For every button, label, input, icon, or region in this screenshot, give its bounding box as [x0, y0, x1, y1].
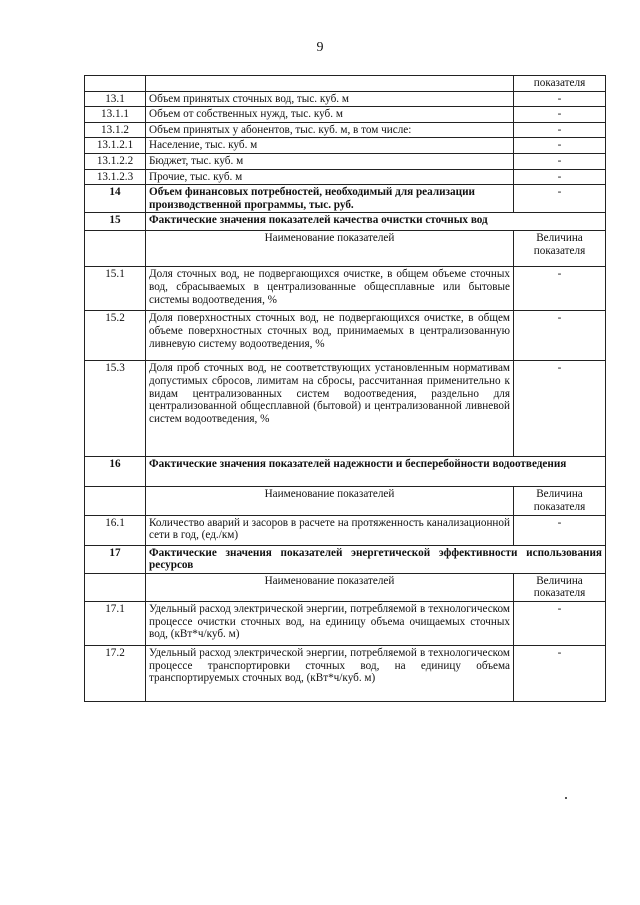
section-title: Фактические значения показателей надежности и бесперебойности водоотведения	[146, 457, 606, 487]
section-number: 15	[85, 213, 146, 231]
table-row	[85, 91, 606, 107]
column-header-row	[85, 573, 606, 601]
section-title: Фактические значения показателей качества очистки сточных вод	[146, 213, 606, 231]
table-row	[85, 311, 606, 361]
header-number-cell	[85, 231, 146, 267]
row-name	[146, 76, 514, 92]
row-name: Доля проб сточных вод, не соответствующих установленным нормативам допустимых сбросов, лимитам на сбросы, рассчитанная применительно к видам централизованных систем водоотведения, раздельно для централизованной общесплавной (бытовой) и централизованной ливневой систем водоотведения, %	[146, 361, 514, 457]
row-name: Объем принятых у абонентов, тыс. куб. м, в том числе:	[146, 122, 514, 138]
section-row	[85, 545, 606, 573]
section-row	[85, 213, 606, 231]
row-value: -	[514, 267, 606, 311]
row-number: 14	[85, 185, 146, 213]
table-row	[85, 361, 606, 457]
scan-speck	[565, 797, 567, 799]
row-number: 13.1.1	[85, 107, 146, 123]
header-value-cell: Величина показателя	[514, 487, 606, 515]
row-number: 13.1	[85, 91, 146, 107]
row-name: Количество аварий и засоров в расчете на протяженность канализационной сети в год, (ед./км)	[146, 515, 514, 545]
table-row	[85, 645, 606, 701]
table-row	[85, 601, 606, 645]
row-value: -	[514, 645, 606, 701]
section-title: Фактические значения показателей энергетической эффективности использования ресурсов	[146, 545, 606, 573]
row-name: Доля сточных вод, не подвергающихся очистке, в общем объеме сточных вод, сбрасываемых в централизованные общесплавные или бытовые системы водоотведения, %	[146, 267, 514, 311]
header-name-cell: Наименование показателей	[146, 487, 514, 515]
table-row	[85, 185, 606, 213]
header-number-cell	[85, 487, 146, 515]
column-header-row	[85, 231, 606, 267]
table-row	[85, 267, 606, 311]
header-number-cell	[85, 573, 146, 601]
row-value: показателя	[514, 76, 606, 92]
page-number: 9	[316, 40, 324, 55]
row-name: Удельный расход электрической энергии, потребляемой в технологическом процессе транспортировки сточных вод, на единицу объема транспортируемых сточных вод, (кВт*ч/куб. м)	[146, 645, 514, 701]
section-number: 17	[85, 545, 146, 573]
section-number: 16	[85, 457, 146, 487]
row-number	[85, 76, 146, 92]
table-row	[85, 153, 606, 169]
row-name: Население, тыс. куб. м	[146, 138, 514, 154]
row-number: 15.2	[85, 311, 146, 361]
row-value: -	[514, 361, 606, 457]
row-name: Объем финансовых потребностей, необходимый для реализации производственной программы, тыс. руб.	[146, 185, 514, 213]
header-value-cell: Величина показателя	[514, 573, 606, 601]
row-value: -	[514, 91, 606, 107]
row-name: Бюджет, тыс. куб. м	[146, 153, 514, 169]
header-name-cell: Наименование показателей	[146, 231, 514, 267]
row-name: Объем принятых сточных вод, тыс. куб. м	[146, 91, 514, 107]
row-number: 13.1.2.1	[85, 138, 146, 154]
row-number: 15.1	[85, 267, 146, 311]
header-value-cell: Величина показателя	[514, 231, 606, 267]
row-number: 13.1.2.3	[85, 169, 146, 185]
table-row	[85, 169, 606, 185]
row-value: -	[514, 138, 606, 154]
row-number: 17.2	[85, 645, 146, 701]
row-value: -	[514, 107, 606, 123]
table-row	[85, 138, 606, 154]
row-value: -	[514, 122, 606, 138]
row-name: Доля поверхностных сточных вод, не подвергающихся очистке, в общем объеме поверхностных сточных вод, принимаемых в централизованную ливневую систему водоотведения, %	[146, 311, 514, 361]
column-header-row	[85, 487, 606, 515]
row-value: -	[514, 169, 606, 185]
row-value: -	[514, 515, 606, 545]
indicators-table	[84, 75, 606, 702]
header-name-cell: Наименование показателей	[146, 573, 514, 601]
table-row	[85, 107, 606, 123]
section-row	[85, 457, 606, 487]
row-value: -	[514, 601, 606, 645]
table-row	[85, 515, 606, 545]
row-number: 16.1	[85, 515, 146, 545]
table-row	[85, 122, 606, 138]
row-value: -	[514, 311, 606, 361]
row-number: 15.3	[85, 361, 146, 457]
row-name: Удельный расход электрической энергии, потребляемой в технологическом процессе очистки сточных вод, на единицу объема очищаемых сточных вод, (кВт*ч/куб. м)	[146, 601, 514, 645]
indicators-table-body	[85, 76, 606, 702]
row-name: Объем от собственных нужд, тыс. куб. м	[146, 107, 514, 123]
row-number: 17.1	[85, 601, 146, 645]
table-row	[85, 76, 606, 92]
row-value: -	[514, 185, 606, 213]
row-name: Прочие, тыс. куб. м	[146, 169, 514, 185]
row-value: -	[514, 153, 606, 169]
row-number: 13.1.2	[85, 122, 146, 138]
row-number: 13.1.2.2	[85, 153, 146, 169]
